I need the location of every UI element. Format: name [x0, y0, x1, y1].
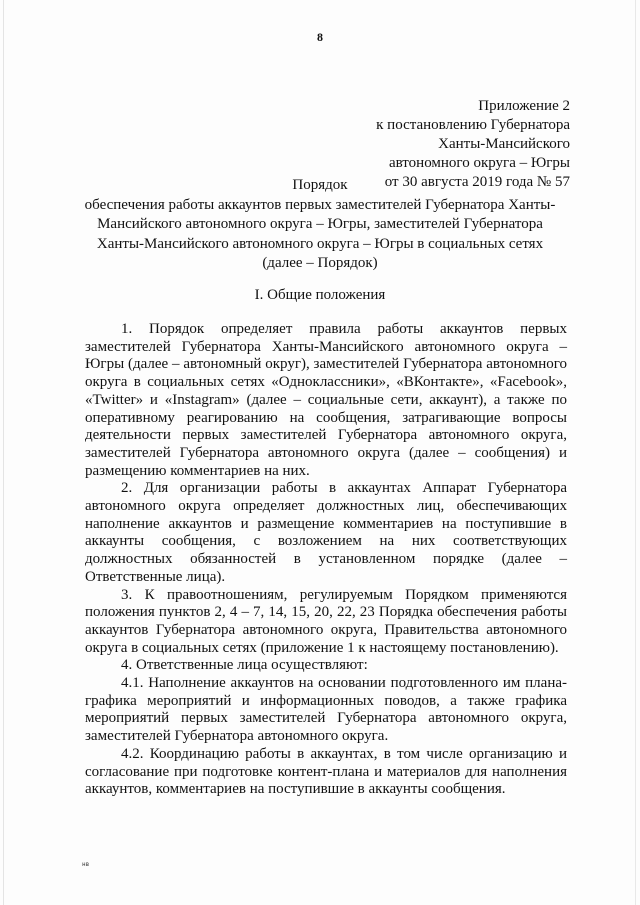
appendix-line: автономного округа – Югры [388, 155, 570, 171]
appendix-line: к постановлению Губернатора [376, 117, 570, 133]
paragraph: 4.1. Наполнение аккаунтов на основании подготовленного им плана-графика мероприятий и информационных поводов, а также графика мероприятий первых заместителей Губернатора автономного округа, заместителей Губернатора автономного округа. [85, 675, 567, 745]
section-heading: I. Общие положения [254, 287, 386, 303]
document-title [80, 176, 560, 274]
appendix-line: Ханты-Мансийского [438, 136, 570, 152]
page-number: 8 [317, 30, 323, 44]
document-body [85, 321, 567, 799]
appendix-line: Приложение 2 [478, 98, 570, 114]
paragraph: 4.2. Координацию работы в аккаунтах, в том числе организацию и согласование при подготовке контент-плана и материалов для наполнения аккаунтов, комментариев на поступившие в аккаунты сообщения. [85, 745, 567, 798]
paragraph: 3. К правоотношениям, регулируемым Порядком применяются положения пунктов 2, 4 – 7, 14, 15, 20, 22, 23 Порядка обеспечения работы аккаунтов Губернатора автономного округа, Правительства автономного округа в социальных сетях (приложение 1 к настоящему постановлению). [85, 586, 567, 656]
title-line: Порядок [292, 177, 348, 193]
title-line: Ханты-Мансийского автономного округа – Югры в социальных сетях [96, 235, 544, 252]
paragraph: 2. Для организации работы в аккаунтах Аппарат Губернатора автономного округа определяет должностных лиц, обеспечивающих наполнение аккаунтов и размещение комментариев на поступившие в аккаунты сообщения, с возложением на них соответствующих должностных обязанностей в установленном порядке (далее – Ответственные лица). [85, 480, 567, 585]
paragraph: 1. Порядок определяет правила работы аккаунтов первых заместителей Губернатора Ханты-Мансийского автономного округа – Югры (далее – автономный округ), заместителей Губернатора автономного округа в социальных сетях «Одноклассники», «ВКонтакте», «Facebook», «Twitter» и «Instagram» (далее – социальные сети, аккаунт), а также по оперативному реагированию на сообщения, затрагивающие вопросы деятельности первых заместителей Губернатора автономного округа, заместителей Губернатора автономного округа (далее – сообщения) и размещению комментариев на них. [85, 321, 567, 479]
title-line: (далее – Порядок) [262, 255, 378, 271]
footer-initials: нв [82, 861, 90, 868]
title-line: обеспечения работы аккаунтов первых заместителей Губернатора Ханты- [84, 196, 556, 213]
paragraph: 4. Ответственные лица осуществляют: [121, 657, 368, 674]
title-line: Мансийского автономного округа – Югры, заместителей Губернатора [97, 216, 543, 232]
scan-edge-left [3, 0, 4, 905]
appendix-line: от 30 августа 2019 года № 57 [384, 174, 570, 190]
scan-edge-right [635, 0, 636, 905]
